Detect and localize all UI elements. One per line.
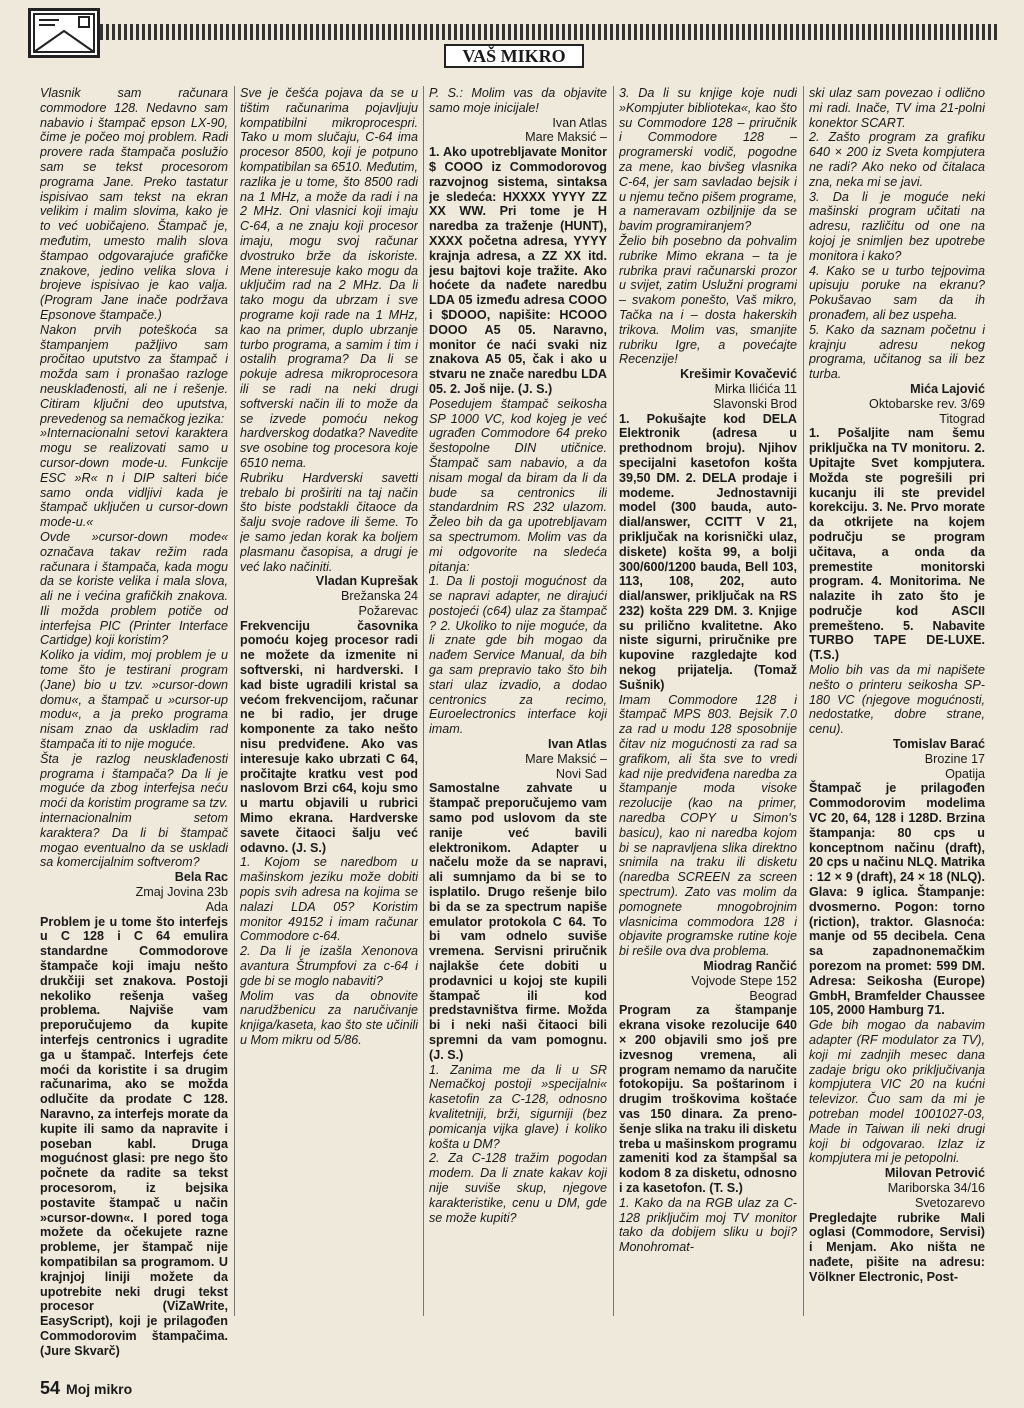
editorial-answer: 1. Pošaljite nam šemu priključka na TV monitoru. 2. Upitajte Svet kompjutera. Možda ste pogrešili pri kucanju ili ste previdel korekciju. 3. Ne. Prvo morate da otkrijete na kojem području se program učitava, a onda da premestite monitorski program. 4. Monitorima. Ne nalazite ih zato što je područje kod ASCII premešteno. 5. Nabavite TURBO TAPE DE-LUXE. (T.S.): [809, 426, 985, 663]
letter-paragraph: 5. Kako da saznam početnu i krajnju adresu nekog programa, učitanog sa ili bez turba.: [809, 322, 985, 382]
mail-envelope-icon: [28, 8, 100, 58]
signature-name: Vladan Kuprešak: [315, 574, 418, 589]
letter-paragraph: Molio bih vas da mi napišete nešto o printeru seikosha SP-180 VC (njegove mogućnosti, nedostatke, dobre strane, cenu).: [809, 663, 985, 737]
letter-paragraph: Rubriku Hardverski savetti trebalo bi proširiti na taj način što biste podstakli čitaoce da šalju svoje radove ili šeme. To je samo jedan korak ka boljem plasmanu časopisa, a drugi je već lako načiniti.: [240, 470, 418, 574]
letter-paragraph: 2. Zašto program za grafiku 640 × 200 iz Sveta kompjutera ne radi? Ako neko od čitalaca zna, neka mi se javi.: [809, 130, 985, 189]
letter-paragraph: Želio bih posebno da pohvalim rubrike Mimo ekrana – ta je rubrika pravi računarski prozor u svijet, zatim Uslužni programi – svakom ponešto, Vaš mikro, Tačka na i – dosta hakerskih trikova. Molim vas, smanjite rubriku Igre, a povećajte Recenzije!: [619, 233, 797, 367]
column-divider: [803, 86, 804, 1316]
column-divider: [234, 86, 235, 1316]
letter-paragraph: 1. Kojom se naredbom u mašinskom jeziku može dobiti popis svih adresa na kojima se nalazi LDA 05? Koristim monitor 49152 i imam računar Commodore c-64.: [240, 855, 418, 944]
signature-city: Svetozarevo: [914, 1195, 985, 1210]
signature-name: Ivan Atlas: [547, 737, 607, 752]
column-4: [619, 86, 797, 1371]
signature-address: Oktobarske rev. 3/69: [869, 396, 985, 411]
letter-paragraph: Šta je razlog neusklađenosti programa i štampača? Da li je moguće da zbog interfejsa neću moći da koristim programe sa tzv. internacionalnim setom karaktera? Da li bi štampač mogao eventualno da se uskladi sa komercijalnim softverom?: [40, 751, 228, 870]
signature-city: Ada: [205, 899, 228, 914]
signature-address: Brozine 17: [924, 751, 985, 766]
letter-paragraph: 2. Za C-128 tražim pogodan modem. Da li znate kakav koji nije suviše skup, njegove karakteristike, cenu u DM, gde se može kupiti?: [429, 1151, 607, 1225]
editorial-answer: Pregledajte rubrike Mali oglasi (Commodore, Servisi) i Menjam. Ako ništa ne nađete, pišite na adresu: Völkner Electronic, Post-: [809, 1210, 985, 1284]
letter-paragraph: Ovde »cursor-down mode« označava takav režim rada računara i štampača, kada mogu da se koriste velika i mala slova, ali ne i većina grafičkih znakova. Ili možda problem potiče od interfejsa PIC (Printer Interface Cartidge) koji koristim?: [40, 529, 228, 648]
page-footer: [40, 1378, 132, 1399]
letter-paragraph: Imam Commodore 128 i štampač MPS 803. Bejsik 7.0 za rad u modu 128 sposobnije čitav niz mogućnosti za rad sa grafikom, ali šta sve to vredi kad nije predviđena naredba za štampanje moda visoke rezolucije (kao na primer, naredba COPY u Simon's basicu), kao ni naredba kojom bi se napravljena slika direktno snimila na traku ili disketu (naredba SCREEN za screen spectrum). Zato vas molim da pomognete mnogobrojnim vlasnicima commodora 128 i objavite programske rutine koje bi rešile ova dva problema.: [619, 692, 797, 959]
letter-paragraph: 1. Zanima me da li u SR Nemačkoj postoji »specijalni« kasetofin za C-128, odnosno kvalitetniji, brži, sigurniji (bez pomicanja vijka glave) i koliko košta u DM?: [429, 1062, 607, 1151]
signature-city: Beograd: [749, 988, 797, 1003]
signature-address: Mariborska 34/16: [887, 1180, 985, 1195]
editorial-answer: Program za štampanje ekrana visoke rezolucije 640 × 200 objavili smo još pre izvesnog vremena, ali program nemamo da naručite fotokopiju. Sa poštarinom i drugim troškovima koštaće vas 150 dinara. Za prenošenje slika na traku ili disketu treba u mašinskom programu zameniti kod za štampšal sa kodom 8 za disketu, odnosno i za kasetofon. (T. S.): [619, 1003, 797, 1195]
letter-paragraph: Posedujem štampač seikosha SP 1000 VC, kod kojeg je već ugrađen Commodore 64 preko šestopolne DIN utičnice. Štampač sam nabavio, a da nisam mogal da biram da li da bude sa centronics ili standardnim RS 232 ulazom. Želeo bih da ga upotrebljavam sa spectrumom. Molim vas da mi odgovorite na sledeća pitanja:: [429, 396, 607, 574]
letter-paragraph: Gde bih mogao da nabavim adapter (RF modulator za TV), koji mi zadnjih mesec dana zadaje brigu oko priključivanja kompjutera VIC 20 na kućni televizor. Čuo sam da mi je potreban model 1001027-03, Made in Taiwan ili neki drugi koji bi odgovarao. Izlaz iz kompjutera mi je petopolni.: [809, 1018, 985, 1166]
letter-paragraph: Koliko ja vidim, moj problem je u tome što je testirani program (Jane) bio u tzv. »cursor-down domu«, a štampač u »cursor-up modu«, a ja preko programa nisam znao da uskladim rad štampača iti to nije moguće.: [40, 648, 228, 752]
letter-paragraph: ski ulaz sam povezao i odlično mi radi. Inače, TV ima 21-polni konektor SCART.: [809, 86, 985, 130]
column-3: [429, 86, 607, 1371]
letter-paragraph: P. S.: Molim vas da objavite samo moje inicijale!: [429, 86, 607, 115]
letter-paragraph: 4. Kako se u turbo tejpovima upisuju poruke na ekranu? Pokušavao sam da ih pronađem, ali bez uspeha.: [809, 263, 985, 322]
signature-city: Mare Maksić –: [525, 130, 607, 145]
signature-name: Bela Rac: [174, 870, 228, 885]
column-1: [40, 86, 228, 1371]
signature-address: Zmaj Jovina 23b: [135, 885, 228, 900]
signature-city: Novi Sad: [555, 766, 607, 781]
page-number: 54: [40, 1378, 61, 1398]
letter-paragraph: 3. Da li je moguće neki mašinski program učitati na adresu, različitu od one na kojoj je snimljen bez upotrebe monitora i kako?: [809, 189, 985, 263]
editorial-answer: Problem je u tome što interfejs u C 128 i C 64 emulira standardne Commodorove štampače koji imaju nešto drukčiji set znakova. Postoji nekoliko rešenja vašeg problema. Najviše vam preporučujemo da kupite interfejs centronics i ugradite ga u štampač. Interfejs ćete moći da koristite i sa drugim računarima, ako se možda odlučite da prodate C 128. Naravno, za interfejs morate da kupite ili samo da napravite i poseban kabl. Druga mogućnost glasi: pre nego što počnete da radite sa tekst procesorom, iz bejsika postavite štampač u način »cursor-down«. I pored toga možete da očekujete razne probleme, jer štampač nije kompatibilan sa programom. U krajnjoj liniji možete da upotrebite neki drugi tekst procesor (ViZaWrite, EasyScript), koji je prilagođen Commodorovim štampačima. (Jure Skvarč): [40, 914, 228, 1358]
section-title: VAŠ MIKRO: [444, 44, 584, 68]
letter-paragraph: Vlasnik sam računara commodore 128. Nedavno sam nabavio i štampač epson LX-90, čime je počeo moj problem. Radi provere rada štampača poslužio sam se tekst procesorom programa Jane. Preko tastatur ispisivao sam tekst na ekran velikim i malim slovima, kako je to već uobičajeno. Štampač je, međutim, umesto malih slova štampao odgovarajuće grafičke znakove, jedino velika slova i brojeve ispisivao je kao valja. (Program Jane inače podržava Epsonove štampače.): [40, 86, 228, 322]
letter-paragraph: 1. Da li postoji mogućnost da se napravi adapter, ne dirajući postojeći (c64) ulaz za štampač ? 2. Ukoliko to nije moguće, da li znate gde bih mogao da nađem Service Manual, da bih ga sam prepravio tako što bih stari ulaz izvadio, a dodao centronics za recimo, Euroelectronics interface koji imam.: [429, 574, 607, 737]
column-divider: [613, 86, 614, 1316]
signature-name: Milovan Petrović: [884, 1166, 985, 1181]
letter-paragraph: »Internacionalni setovi karaktera mogu se realizovati samo u cursor-down mode-u. Funkcije ESC »R« n i DIP salteri biće samo onda vidljivi kada je štampač uključen u cursor-down mode-u.«: [40, 426, 228, 530]
magazine-name: Moj mikro: [66, 1381, 133, 1397]
editorial-answer: Samostalne zahvate u štampač preporučujemo vam samo pod uslovom da ste ranije već bavili elektronikom. Adapter u načelu može da se napravi, ali sumnjamo da bi se to isplatilo. Drugo rešenje bilo bi da se za spectrum napiše emulator protokola C 64. To bi vam odnelo suviše vremena. Servisni priručnik najlakše ćete dobiti u prodavnici u kojoj ste kupili štampač ili kod predstavništva firme. Možda bi i neki naši čitaoci bili spremni da vam pomognu. (J. S.): [429, 781, 607, 1062]
editorial-answer: 1. Ako upotrebljavate Monitor $ COOO iz Commodorovog razvojnog sistema, sintaksa je sledeća: HXXXX YYYY ZZ XX WW. Pri tome je H naredba za traženje (HUNT), XXXX početna adresa, YYYY krajnja adresa, a ZZ XX itd. jesu bajtovi koje tražite. Ako hoćete da nađete naredbu LDA 05 između adresa COOO i $DOOO, napišite: HCOOO DOOO A5 05. Naravno, monitor će naći svaki niz znakova A5 05, čak i ako u stvaru ne znače naredbu LDA 05. 2. Još nije. (J. S.): [429, 145, 607, 396]
letter-paragraph: 1. Kako da na RGB ulaz za C-128 priključim moj TV monitor tako da dobijem sliku u boji? Monohromat-: [619, 1195, 797, 1255]
signature-city: Slavonski Brod: [713, 396, 797, 411]
signature-name: Miodrag Rančić: [703, 959, 797, 974]
signature-address: Mirka Ilićića 11: [714, 381, 797, 396]
editorial-answer: Štampač je prilagođen Commodorovim modelima VC 20, 64, 128 i 128D. Brzina štampanja: 80 cps u konceptnom načinu (draft), 20 cps u načinu NLQ. Matrika : 12 × 9 (draft), 24 × 18 (NLQ). Glava: 9 iglica. Štampanje: dvosmerno. Pogon: torno (riction), traktor. Glasnoća: manje od 55 decibela. Cena sa zapadnonemačkim porezom na promet: 599 DM. Adresa: Seikosha (Europe) GmbH, Bramfelder Chaussee 105, 2000 Hamburg 71.: [809, 781, 985, 1018]
letter-paragraph: Molim vas da obnovite narudžbenicu za naručivanje knjiga/kaseta, kao što ste učinili u Mom mikru od 5/86.: [240, 988, 418, 1047]
signature-address: Vojvode Stepe 152: [691, 973, 797, 988]
signature-city: Titograd: [939, 411, 985, 426]
letter-paragraph: 3. Da li su knjige koje nudi »Kompjuter biblioteka«, kao što su Commodore 128 – priručnik i Commodore 128 – programerski vodič, pogodne za mene, kao bivšeg vlasnika C-64, jer sam savladao bejsik i u njemu tečno pišem programe, a nameravam ozbiljnije da se bavim programiranjem?: [619, 86, 797, 234]
column-divider: [423, 86, 424, 1316]
header-stripe: [40, 24, 1000, 40]
letter-paragraph: Nakon prvih poteškoća sa štampanjem pažljivo sam pročitao uputstvo za štampač i možda sam i pronašao razloge neusklađenosti, ali ne i rešenje. Citiram ključni deo uputstva, prevedenog sa nemačkog jezika:: [40, 322, 228, 426]
letter-paragraph: Sve je češća pojava da se u tištim računarima pojavljuju kompatibilni mikroprocespri. Tako u mom slučaju, C-64 ima procesor 8500, koji je potpuno kompatibilan sa 6510. Međutim, razlika je u tome, što 8500 radi na 1 MHz, a može da radi i na 2 MHz. Oni vlasnici koji imaju C-64, a ne znaju koji procesor imaju, mogu svoj računar dvostruko brže da iskoriste. Mene interesuje kako mogu da uključim rad na 2 MHz. Da li tako mogu da ubrzam i sve programe koji rade na 1 MHz, kao na primer, duplo ubrzanje turbo programa, a samim i tim i ostalih programa? Da li se pokuje adresa mikroprocesora ili se radi na neki drugi softverski način ili to može da se izvede pomoću nekog hardverskog dodatka? Navedite sve osobine tog procesora koje 6510 nema.: [240, 86, 418, 470]
editorial-answer: 1. Pokušajte kod DELA Elektronik (adresa u prethodnom broju). Njihov specijalni kasetofon košta 39,50 DM. 2. DELA prodaje i modeme. Jednostavniji model (300 bauda, auto-dial/answer, CCITT V 21, priključak na korisnički ulaz, diskete) košta 99, a bolji 300/600/1200 bauda, Bell 103, 113, 108, 202, auto dial/answer, priključak na RS 232) košta 229 DM. 3. Knjige su prilično kvalitetne. Ako niste sigurni, priručnike pre kupovine razgledajte kod nekog prijatelja. (Tomaž Sušnik): [619, 411, 797, 692]
signature-city: Opatija: [945, 766, 985, 781]
editorial-answer: Frekvenciju časovnika pomoću kojeg procesor radi ne možete da izmenite ni softverski, ni hardverski. I kad biste ugradili kristal sa većom frekvencijom, računar ne bi radio, jer druge komponente za tako nešto nisu predviđene. Ako vas interesuje kako ubrzati C 64, pročitajte kratku vest pod naslovom Brzi c64, koju smo u martu objavili u rubrici Mimo ekrana. Hardverske savete čitaoci šalju već odavno. (J. S.): [240, 618, 418, 855]
signature-name: Tomislav Barać: [892, 737, 985, 752]
signature-name: Mića Lajović: [910, 381, 985, 396]
signature-city: Požarevac: [358, 603, 418, 618]
column-2: [240, 86, 418, 1371]
letter-paragraph: 2. Da li je izašla Xenonova avantura Štrumpfovi za c-64 i gde bi se moglo nabaviti?: [240, 944, 418, 988]
signature-name: Ivan Atlas: [552, 115, 607, 130]
column-5: [809, 86, 985, 1371]
signature-address: Mare Maksić –: [525, 751, 607, 766]
signature-address: Brežanska 24: [340, 589, 418, 604]
signature-name: Krešimir Kovačević: [680, 367, 797, 382]
